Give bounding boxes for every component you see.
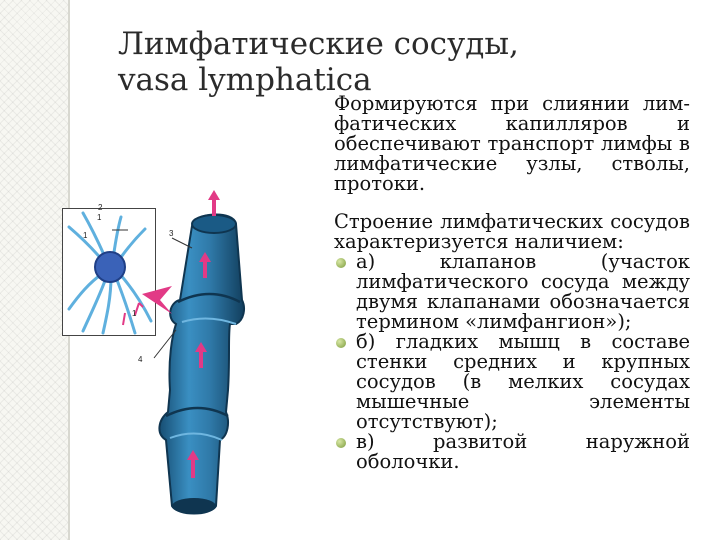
bullet-smooth-muscle: б) гладких мышц в составе стенки средних и крупных сосудов (в мелких сосудах мышечные элементы отсутствуют); — [334, 332, 690, 432]
side-pattern — [0, 0, 68, 540]
intro-paragraph: Формируются при слиянии лим-фатических капилляров и обеспечивают транспорт лимфы в лимфатические узлы, стволы, протоки. — [334, 92, 690, 195]
bullet-valves: а) клапанов (участок лимфатического сосуда между двумя клапанами обозначается термином «лимфангион»); — [334, 252, 690, 332]
slide-title: Лимфатические сосуды, vasa lymphatica — [118, 26, 519, 98]
figure-label-2: 2 — [98, 203, 103, 212]
lymph-vessel-figure — [60, 190, 330, 535]
bullet-outer-coat: в) развитой наружной оболочки. — [334, 432, 690, 472]
figure-label-3: 3 — [169, 229, 174, 238]
figure-label-4: 4 — [138, 355, 143, 364]
figure-label-1a: 1 — [97, 213, 102, 222]
figure-label-1b: 1 — [83, 231, 88, 240]
figure-label-1c: 1 — [132, 309, 137, 318]
slide-body — [334, 94, 690, 472]
structure-lead: Строение лимфатических сосудов характеризуется наличием: — [334, 210, 690, 253]
structure-list — [334, 252, 690, 472]
valve-pointer-arrow — [142, 286, 172, 314]
